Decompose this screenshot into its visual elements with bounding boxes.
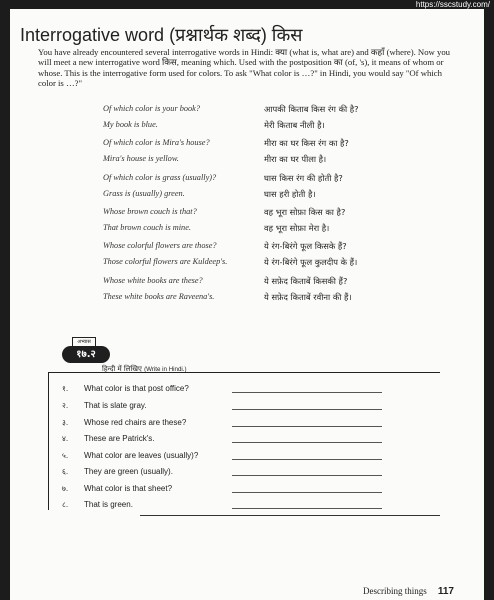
hindi-question: आपकी किताब किस रंग की है? [264,104,359,114]
english-answer: These white books are Raveena's. [103,292,215,301]
hindi-answer: ये रंग-बिरंगे फूल कुलदीप के हैं। [264,257,358,267]
hindi-answer: घास हरी होती है। [264,189,316,199]
item-prompt: They are green (usually). [84,467,173,476]
instruction-english: (Write in Hindi.) [144,366,187,373]
site-url: https://sscstudy.com/ [415,0,490,9]
exercise-item [10,418,484,432]
hindi-question: ये सफ़ेद किताबें किसकी हैं? [264,276,348,286]
hindi-question: घास किस रंग की होती है? [264,173,343,183]
section-title: Interrogative word (प्रश्नार्थक शब्द) किस [20,25,303,45]
item-prompt: These are Patrick's. [84,434,155,443]
item-number: ७. [62,484,69,493]
english-question: Whose brown couch is that? [103,207,197,216]
english-answer: Grass is (usually) green. [103,189,185,198]
page-footer [363,579,454,598]
exercise-item [10,384,484,398]
exercise-item [10,401,484,415]
item-number: ५. [62,451,69,460]
hindi-question: ये रंग-बिरंगे फूल किसके हैं? [264,241,347,251]
example-sentences [10,9,484,309]
answer-line[interactable] [232,409,382,410]
hindi-question: मीरा का घर किस रंग का है? [264,138,349,148]
answer-line[interactable] [232,442,382,443]
answer-line[interactable] [232,492,382,493]
item-prompt: Whose red chairs are these? [84,418,187,427]
exercise-item [10,434,484,448]
english-question: Of which color is grass (usually)? [103,173,217,182]
exercise-item [10,467,484,481]
item-number: ३. [62,418,69,427]
item-number: १. [62,384,69,393]
hindi-answer: मीरा का घर पीला है। [264,154,327,164]
english-answer: Mira's house is yellow. [103,154,179,163]
answer-line[interactable] [232,459,382,460]
english-question: Of which color is Mira's house? [103,138,210,147]
item-prompt: What color is that post office? [84,384,189,393]
answer-line[interactable] [232,475,382,476]
english-answer: Those colorful flowers are Kuldeep's. [103,257,228,266]
example-pair [10,173,484,207]
example-pair [10,104,484,138]
exercise-item [10,451,484,465]
exercise-item [10,484,484,498]
item-number: ६. [62,467,69,476]
exercise-label: अभ्यास [72,337,96,347]
instruction-hindi: हिन्दी में लिखिए [102,365,142,373]
example-pair [10,276,484,310]
example-pair [10,241,484,275]
english-answer: My book is blue. [103,120,158,129]
page-number: 117 [437,586,454,597]
exercise-item [10,500,484,514]
answer-line[interactable] [232,508,382,509]
example-pair [10,138,484,172]
footer-section-name: Describing things [363,586,427,596]
item-prompt: That is green. [84,500,133,509]
hindi-question: वह भूरा सोफ़ा किस का है? [264,207,346,217]
item-number: २. [62,401,69,410]
item-prompt: That is slate gray. [84,401,147,410]
item-prompt: What color is that sheet? [84,484,173,493]
item-prompt: What color are leaves (usually)? [84,451,199,460]
english-answer: That brown couch is mine. [103,223,191,232]
exercise-bottom-rule [140,515,440,516]
hindi-answer: ये सफ़ेद किताबें रवीना की हैं। [264,292,352,302]
answer-line[interactable] [232,426,382,427]
example-pair [10,207,484,241]
hindi-answer: वह भूरा सोफ़ा मेरा है। [264,223,330,233]
answer-line[interactable] [232,392,382,393]
book-page [10,9,484,600]
hindi-answer: मेरी किताब नीली है। [264,120,325,130]
english-question: Of which color is your book? [103,104,201,113]
english-question: Whose white books are these? [103,276,203,285]
item-number: ८. [62,500,69,509]
exercise-number-badge: १७.२ [62,346,110,363]
intro-paragraph: You have already encountered several interrogative words in Hindi: क्या (what is, what are) and कहाँ (where). Now you will meet a new interrogative word किस, meaning which. Used with the postposition का (of, 's), it means of whom or whose. This is the interrogative form used for colors. To ask "What color is …?" in Hindi, you would say "Of which color is …?" [38,47,451,89]
item-number: ४. [62,434,69,443]
exercise-instruction [102,365,187,374]
english-question: Whose colorful flowers are those? [103,241,217,250]
